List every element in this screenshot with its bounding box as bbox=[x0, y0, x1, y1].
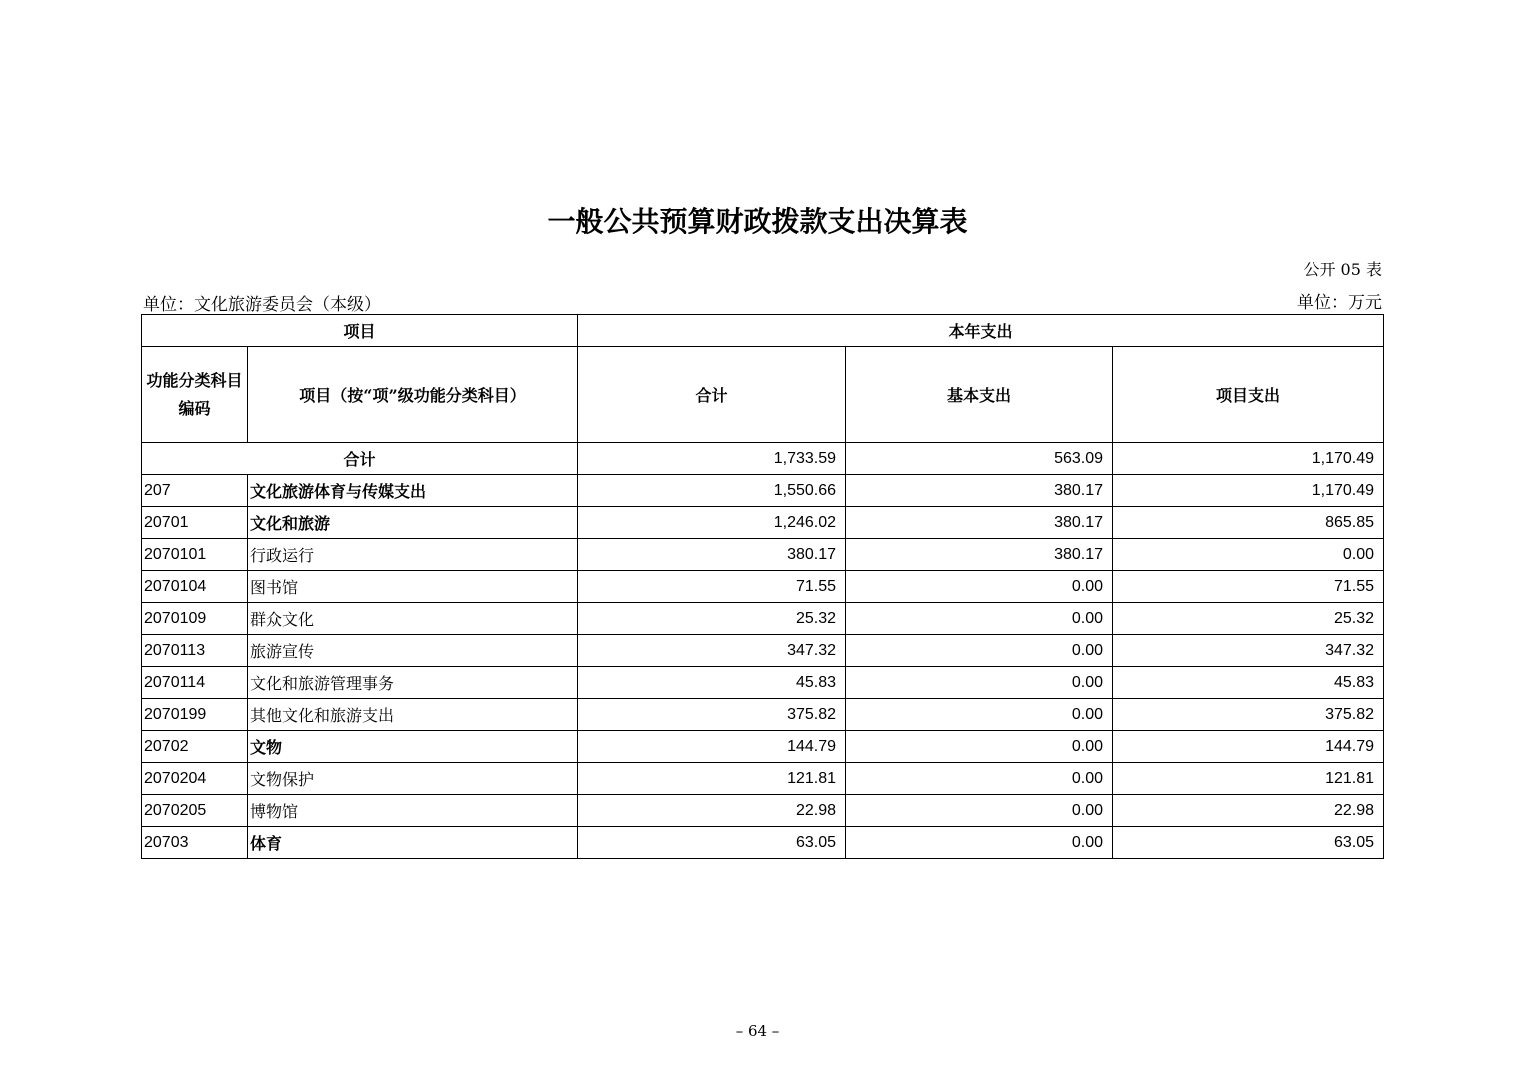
row-name: 文化旅游体育与传媒支出 bbox=[248, 475, 578, 507]
row-project: 22.98 bbox=[1113, 795, 1384, 827]
row-name: 体育 bbox=[248, 827, 578, 859]
row-name: 行政运行 bbox=[248, 539, 578, 571]
row-basic: 0.00 bbox=[846, 699, 1113, 731]
header-code: 功能分类科目编码 bbox=[142, 347, 248, 443]
row-total: 25.32 bbox=[578, 603, 846, 635]
table-row bbox=[142, 699, 1384, 731]
row-basic: 0.00 bbox=[846, 763, 1113, 795]
header-row-1 bbox=[142, 315, 1384, 347]
form-number: 公开 05 表 bbox=[1303, 260, 1382, 279]
row-basic: 380.17 bbox=[846, 507, 1113, 539]
row-code: 20703 bbox=[142, 827, 248, 859]
row-name: 文物 bbox=[248, 731, 578, 763]
row-code: 2070205 bbox=[142, 795, 248, 827]
header-basic: 基本支出 bbox=[846, 347, 1113, 443]
row-code: 2070109 bbox=[142, 603, 248, 635]
row-name: 图书馆 bbox=[248, 571, 578, 603]
row-basic: 380.17 bbox=[846, 539, 1113, 571]
row-total: 375.82 bbox=[578, 699, 846, 731]
row-total: 121.81 bbox=[578, 763, 846, 795]
row-basic: 380.17 bbox=[846, 475, 1113, 507]
currency-unit: 单位：万元 bbox=[1297, 293, 1382, 313]
table-row bbox=[142, 667, 1384, 699]
row-name: 其他文化和旅游支出 bbox=[248, 699, 578, 731]
reporting-unit: 单位：文化旅游委员会（本级） bbox=[143, 295, 381, 315]
row-name: 博物馆 bbox=[248, 795, 578, 827]
row-name: 文化和旅游 bbox=[248, 507, 578, 539]
row-code: 2070101 bbox=[142, 539, 248, 571]
table-row bbox=[142, 603, 1384, 635]
row-total: 63.05 bbox=[578, 827, 846, 859]
table-row bbox=[142, 827, 1384, 859]
header-current-year-expense: 本年支出 bbox=[578, 315, 1384, 347]
total-label: 合计 bbox=[142, 443, 578, 475]
row-name: 旅游宣传 bbox=[248, 635, 578, 667]
table-row bbox=[142, 539, 1384, 571]
row-basic: 0.00 bbox=[846, 571, 1113, 603]
table-row bbox=[142, 795, 1384, 827]
page-title: 一般公共预算财政拨款支出决算表 bbox=[547, 205, 968, 238]
row-basic: 0.00 bbox=[846, 795, 1113, 827]
row-code: 2070204 bbox=[142, 763, 248, 795]
row-project: 121.81 bbox=[1113, 763, 1384, 795]
page-number: – 64 – bbox=[735, 1022, 780, 1040]
row-total: 380.17 bbox=[578, 539, 846, 571]
total-project: 1,170.49 bbox=[1113, 443, 1384, 475]
row-project: 45.83 bbox=[1113, 667, 1384, 699]
row-code: 2070104 bbox=[142, 571, 248, 603]
row-code: 2070114 bbox=[142, 667, 248, 699]
row-project: 1,170.49 bbox=[1113, 475, 1384, 507]
row-basic: 0.00 bbox=[846, 827, 1113, 859]
row-total: 144.79 bbox=[578, 731, 846, 763]
header-row-2 bbox=[142, 347, 1384, 443]
header-item: 项目 bbox=[142, 315, 578, 347]
row-total: 1,550.66 bbox=[578, 475, 846, 507]
expenditure-table bbox=[141, 314, 1384, 859]
row-project: 71.55 bbox=[1113, 571, 1384, 603]
table-row bbox=[142, 635, 1384, 667]
row-total: 45.83 bbox=[578, 667, 846, 699]
row-code: 20701 bbox=[142, 507, 248, 539]
row-total: 71.55 bbox=[578, 571, 846, 603]
row-basic: 0.00 bbox=[846, 603, 1113, 635]
total-basic: 563.09 bbox=[846, 443, 1113, 475]
header-name: 项目（按“项”级功能分类科目） bbox=[248, 347, 578, 443]
row-project: 25.32 bbox=[1113, 603, 1384, 635]
row-project: 375.82 bbox=[1113, 699, 1384, 731]
total-row bbox=[142, 443, 1384, 475]
row-total: 22.98 bbox=[578, 795, 846, 827]
table-row bbox=[142, 571, 1384, 603]
row-basic: 0.00 bbox=[846, 731, 1113, 763]
row-code: 207 bbox=[142, 475, 248, 507]
total-total: 1,733.59 bbox=[578, 443, 846, 475]
row-code: 2070113 bbox=[142, 635, 248, 667]
row-project: 865.85 bbox=[1113, 507, 1384, 539]
row-name: 文化和旅游管理事务 bbox=[248, 667, 578, 699]
table-row bbox=[142, 731, 1384, 763]
row-project: 347.32 bbox=[1113, 635, 1384, 667]
table-row bbox=[142, 475, 1384, 507]
table-row bbox=[142, 507, 1384, 539]
header-total: 合计 bbox=[578, 347, 846, 443]
row-total: 347.32 bbox=[578, 635, 846, 667]
row-name: 群众文化 bbox=[248, 603, 578, 635]
row-project: 144.79 bbox=[1113, 731, 1384, 763]
row-code: 2070199 bbox=[142, 699, 248, 731]
row-code: 20702 bbox=[142, 731, 248, 763]
row-basic: 0.00 bbox=[846, 667, 1113, 699]
row-total: 1,246.02 bbox=[578, 507, 846, 539]
row-project: 0.00 bbox=[1113, 539, 1384, 571]
header-project: 项目支出 bbox=[1113, 347, 1384, 443]
row-name: 文物保护 bbox=[248, 763, 578, 795]
row-project: 63.05 bbox=[1113, 827, 1384, 859]
table-row bbox=[142, 763, 1384, 795]
row-basic: 0.00 bbox=[846, 635, 1113, 667]
